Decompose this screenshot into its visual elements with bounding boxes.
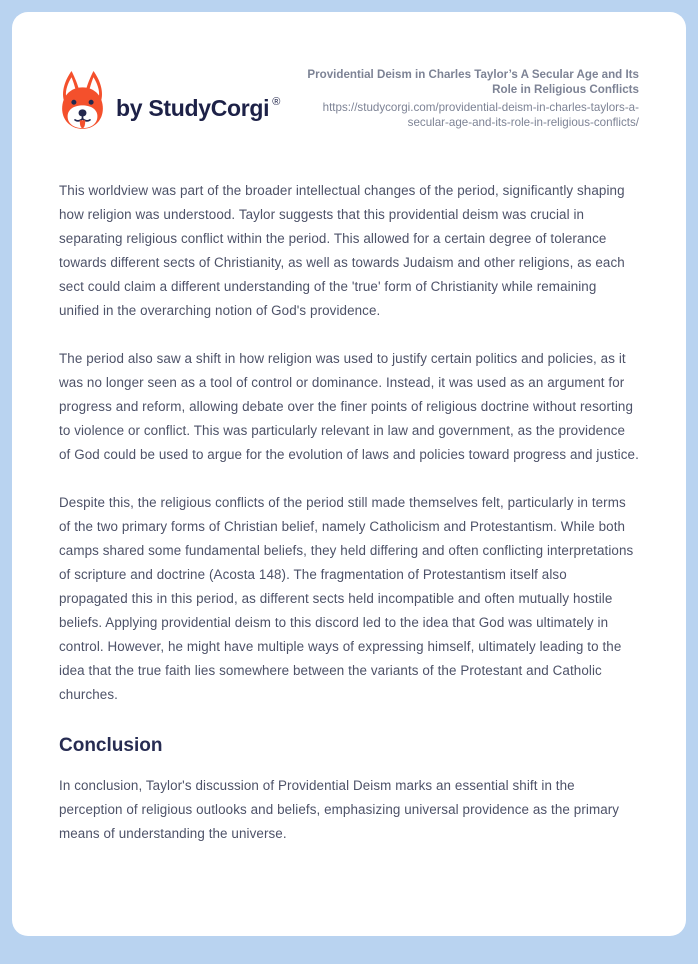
brand-text: by StudyCorgi ® xyxy=(116,95,281,121)
document-url-link[interactable]: https://studycorgi.com/providential-deism-in-charles-taylors-a-secular-age-and-its-role-in-religious-conflicts/ xyxy=(322,101,639,129)
conclusion-heading: Conclusion xyxy=(59,735,163,756)
brand xyxy=(59,70,280,133)
paragraph-1: This worldview was part of the broader intellectual changes of the period, significantly shaping how religion was understood. Taylor suggests that this providential deism was crucial in separating religious conflict within the period. This allowed for a certain degree of tolerance towards different sects of Christianity, as well as towards Judaism and other religions, as each sect could claim a different understanding of the 'true' form of Christianity while remaining unified in the overarching notion of God's providence. xyxy=(59,183,625,318)
document-card xyxy=(12,12,686,936)
corgi-logo-icon xyxy=(59,70,106,133)
conclusion-paragraph: In conclusion, Taylor's discussion of Providential Deism marks an essential shift in the perception of religious outlooks and beliefs, emphasizing universal providence as the primary means of understanding the universe. xyxy=(59,778,620,841)
paragraph-3: Despite this, the religious conflicts of the period still made themselves felt, particularly in terms of the two primary forms of Christian belief, namely Catholicism and Protestantism. While both camps shared some fundamental beliefs, they held differing and often conflicting interpretations of scripture and doctrine (Acosta 148). The fragmentation of Protestantism itself also propagated this in this period, as different sects held incompatible and often mutually hostile beliefs. Applying providential deism to this discord led to the idea that God was ultimately in control. However, he might have multiple ways of expressing himself, ultimately leading to the idea that the true faith lies somewhere between the variants of the Protestant and Catholic churches. xyxy=(59,495,634,702)
document-title: Providential Deism in Charles Taylor’s A Secular Age and Its Role in Religious Conflicts xyxy=(307,68,639,96)
header xyxy=(59,68,639,133)
document-meta xyxy=(291,68,639,130)
article-body xyxy=(59,179,639,846)
registered-mark: ® xyxy=(272,96,281,109)
paragraph-2: The period also saw a shift in how religion was used to justify certain politics and policies, as it was no longer seen as a tool of control or dominance. Instead, it was used as an argument for progress and reform, allowing debate over the finer points of religious doctrine without resorting to violence or conflict. This was particularly relevant in law and government, as the providence of God could be used to argue for the evolution of laws and policies toward progress and justice. xyxy=(59,351,639,462)
